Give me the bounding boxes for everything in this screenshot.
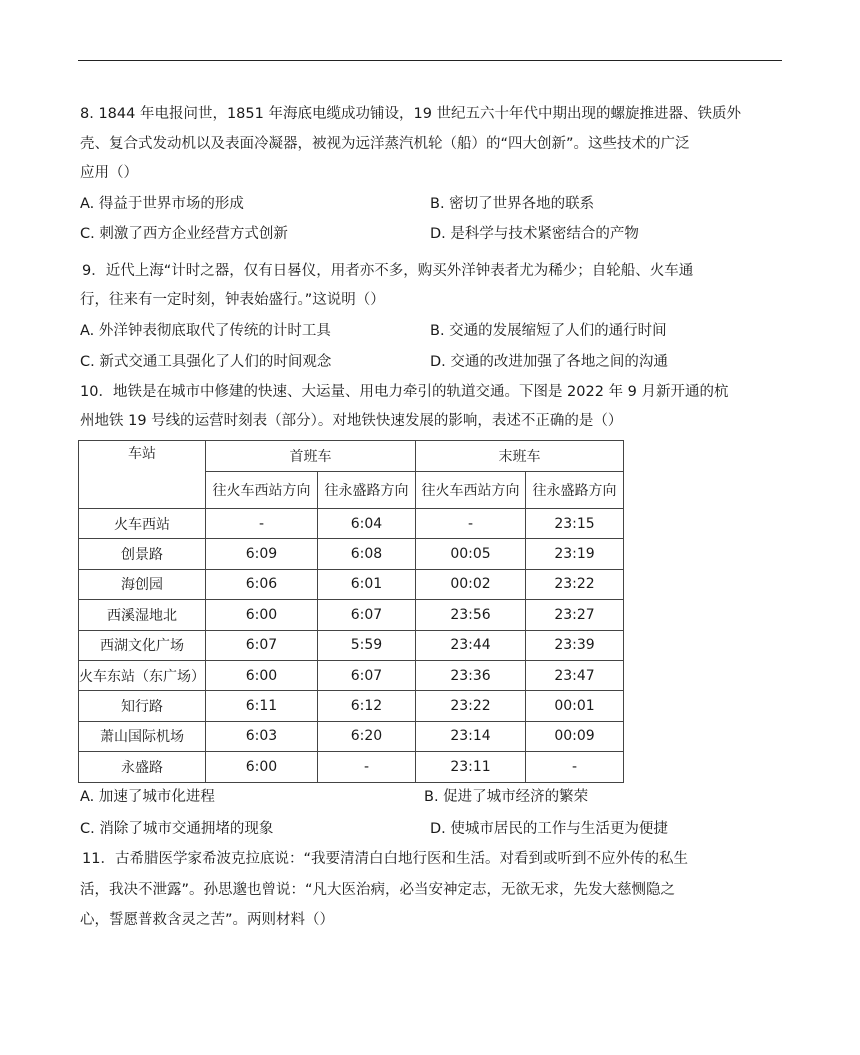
table-cell: 00:05 (416, 539, 526, 569)
table-row (79, 569, 624, 599)
q10-stem-line-1: 10．地铁是在城市中修建的快速、大运量、用电力牵引的轨道交通。下图是 2022 年 9 月新开通的杭 (80, 384, 729, 400)
station-name: 火车西站 (79, 509, 206, 539)
table-cell: 6:07 (318, 600, 416, 630)
table-row (79, 509, 624, 539)
table-cell: - (318, 752, 416, 782)
q8-stem-line-3: 应用（） (80, 165, 138, 181)
q8-option-c: C. 刺激了西方企业经营方式创新 (80, 226, 288, 242)
q8-option-a: A. 得益于世界市场的形成 (80, 196, 244, 212)
table-cell: 23:11 (416, 752, 526, 782)
table-cell: 23:19 (526, 539, 624, 569)
table-cell: 23:44 (416, 630, 526, 660)
table-cell: 23:15 (526, 509, 624, 539)
station-name: 永盛路 (79, 752, 206, 782)
q9-option-b: B. 交通的发展缩短了人们的通行时间 (430, 323, 667, 339)
table-cell: 00:02 (416, 569, 526, 599)
table-cell: 6:11 (206, 691, 318, 721)
last-dir-yong-header: 往永盛路方向 (526, 472, 624, 509)
table-cell: 23:27 (526, 600, 624, 630)
station-name: 知行路 (79, 691, 206, 721)
table-cell: 6:12 (318, 691, 416, 721)
last-dir-west-header: 往火车西站方向 (416, 472, 526, 509)
table-row (79, 660, 624, 690)
first-train-header: 首班车 (206, 441, 416, 472)
table-cell: 23:22 (416, 691, 526, 721)
last-train-header: 末班车 (416, 441, 624, 472)
q9-stem-line-1: 9．近代上海“计时之器，仅有日晷仪，用者亦不多，购买外洋钟表者尤为稀少；自轮船、火车通 (82, 263, 694, 279)
table-row (79, 630, 624, 660)
table-cell: 6:20 (318, 721, 416, 751)
table-row (79, 600, 624, 630)
table-cell: 6:07 (318, 660, 416, 690)
q8-option-b: B. 密切了世界各地的联系 (430, 196, 595, 212)
q8-stem-line-2: 壳、复合式发动机以及表面冷凝器，被视为远洋蒸汽机轮（船）的“四大创新”。这些技术的广泛 (80, 136, 690, 152)
q11-stem-line-2: 活，我决不泄露”。孙思邈也曾说：“凡大医治病，必当安神定志，无欲无求，先发大慈恻隐之 (80, 882, 676, 898)
station-name: 萧山国际机场 (79, 721, 206, 751)
first-dir-west-header: 往火车西站方向 (206, 472, 318, 509)
table-cell: - (206, 509, 318, 539)
q10-stem-line-2: 州地铁 19 号线的运营时刻表（部分）。对地铁快速发展的影响，表述不正确的是（） (80, 413, 623, 429)
q9-option-d: D. 交通的改进加强了各地之间的沟通 (430, 354, 668, 370)
station-column-header: 车站 (79, 441, 206, 509)
table-cell: 6:07 (206, 630, 318, 660)
q10-option-d: D. 使城市居民的工作与生活更为便捷 (430, 821, 668, 837)
table-row (79, 691, 624, 721)
table-cell: 6:04 (318, 509, 416, 539)
q9-option-c: C. 新式交通工具强化了人们的时间观念 (80, 354, 332, 370)
header-rule (78, 60, 782, 61)
table-cell: - (526, 752, 624, 782)
q9-option-a: A. 外洋钟表彻底取代了传统的计时工具 (80, 323, 331, 339)
station-name: 火车东站（东广场） (79, 660, 206, 690)
q8-stem-line-1: 8. 1844 年电报问世，1851 年海底电缆成功铺设，19 世纪五六十年代中期出现的螺旋推进器、铁质外 (80, 106, 742, 122)
table-cell: 6:00 (206, 752, 318, 782)
station-name: 创景路 (79, 539, 206, 569)
table-cell: 23:47 (526, 660, 624, 690)
table-cell: 6:00 (206, 600, 318, 630)
q10-option-b: B. 促进了城市经济的繁荣 (424, 789, 589, 805)
table-cell: 6:06 (206, 569, 318, 599)
table-cell: 23:22 (526, 569, 624, 599)
q11-stem-line-1: 11．古希腊医学家希波克拉底说：“我要清清白白地行医和生活。对看到或听到不应外传的私生 (82, 851, 688, 867)
table-cell: 23:36 (416, 660, 526, 690)
q10-option-c: C. 消除了城市交通拥堵的现象 (80, 821, 274, 837)
station-name: 西溪湿地北 (79, 600, 206, 630)
table-cell: 00:09 (526, 721, 624, 751)
q10-option-a: A. 加速了城市化进程 (80, 789, 215, 805)
station-name: 海创园 (79, 569, 206, 599)
table-cell: 6:01 (318, 569, 416, 599)
table-cell: 5:59 (318, 630, 416, 660)
table-cell: 23:56 (416, 600, 526, 630)
table-cell: 6:08 (318, 539, 416, 569)
table-row (79, 539, 624, 569)
table-row (79, 721, 624, 751)
timetable (78, 440, 624, 783)
table-cell: 6:00 (206, 660, 318, 690)
q8-option-d: D. 是科学与技术紧密结合的产物 (430, 226, 639, 242)
q11-stem-line-3: 心，誓愿普救含灵之苦”。两则材料（） (80, 912, 335, 928)
table-cell: 23:39 (526, 630, 624, 660)
table-cell: 00:01 (526, 691, 624, 721)
table-row (79, 752, 624, 782)
table-cell: 6:03 (206, 721, 318, 751)
table-cell: 23:14 (416, 721, 526, 751)
table-cell: - (416, 509, 526, 539)
station-name: 西湖文化广场 (79, 630, 206, 660)
table-cell: 6:09 (206, 539, 318, 569)
first-dir-yong-header: 往永盛路方向 (318, 472, 416, 509)
q9-stem-line-2: 行，往来有一定时刻，钟表始盛行。”这说明（） (80, 292, 385, 308)
